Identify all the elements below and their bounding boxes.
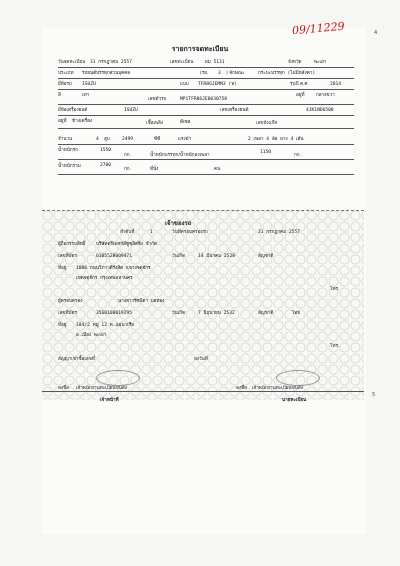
stamp-right [276, 370, 320, 386]
chassis-number: MP1TFR86JE0030758 [180, 97, 228, 102]
own-date: 31 กรกฎาคม 2557 [258, 230, 300, 235]
row-rule [58, 115, 354, 116]
power-label: แรงม้า [178, 137, 192, 142]
own-date-label: วันที่ครอบครองรถ [172, 230, 208, 235]
seq: 1 [150, 230, 153, 235]
tel1-label: โทร. [330, 287, 340, 292]
owner-address-2: เขตจตุจักร กรุงเทพมหานคร [76, 276, 133, 281]
brand: ISUZU [82, 82, 96, 87]
reg-date: 31 กรกฎาคม 2557 [90, 60, 132, 65]
plate-number: ยม 5131 [205, 60, 225, 65]
vehicle-weight: 1550 [100, 148, 112, 153]
type-label: ประเภท [58, 71, 74, 76]
kg-unit: กก. [124, 153, 132, 158]
birth2-label: วันเกิด [172, 311, 186, 316]
holder-name: นางสาวรัศมีดา บ่อทอง [118, 299, 165, 304]
chassis-label: เลขตัวรถ [148, 97, 167, 102]
code-label: (รย. [200, 71, 209, 76]
row-rule [58, 67, 354, 68]
owner-address-1: 1088 ถนนวิภาวดีรังสิต แขวงจตุจักร [76, 266, 151, 271]
loc-label: อยู่ที่ [296, 93, 305, 98]
axle-config: 2 เพลา 4 ล้อ ยาง 4 เส้น [248, 137, 304, 142]
vehicle-code: 3 [218, 71, 221, 76]
owner-birth: 14 มีนาคม 2528 [198, 254, 235, 259]
style-label: ) ลักษณะ [226, 71, 245, 76]
nat2-label: สัญชาติ [258, 311, 274, 316]
province: พะเยา [314, 60, 327, 65]
addr1-label: ที่อยู่ [58, 266, 67, 271]
row-rule [58, 89, 354, 90]
cyl-label: จำนวน [58, 137, 73, 142]
total-label: น้ำหนักรวม [58, 164, 81, 169]
row-rule [58, 128, 354, 129]
sign-label-right: ลงชื่อ [236, 386, 247, 391]
tel2-label: โทร. [330, 344, 340, 349]
engine-brand-label: ยี่ห้อเครื่องยนต์ [58, 108, 88, 113]
rent-date-label: ลงวันที่ [194, 357, 208, 362]
load-label: น้ำหนักบรรทุก/น้ำหนักลงเพลา [150, 153, 210, 158]
reg-date-label: วันจดทะเบียน [58, 60, 86, 65]
owner-label: ผู้ถือกรรมสิทธิ์ [58, 242, 86, 247]
engine-cc: 2499 [122, 137, 134, 142]
page-mark: 5 [372, 392, 376, 398]
load-weight: 1150 [260, 150, 272, 155]
officer-role-left: เจ้าพนักงานทะเบียนขนส่ง [76, 386, 127, 391]
cylinders: 4 [96, 137, 99, 142]
weight-label: น้ำหนักรถ [58, 148, 78, 153]
engine-no-label: เลขเครื่องยนต์ [220, 108, 249, 113]
id1-label: เลขที่บัตร [58, 254, 77, 259]
holder-label: ผู้ครอบครอง [58, 299, 83, 304]
row-rule [58, 159, 354, 160]
birth1-label: วันเกิด [172, 254, 186, 259]
vehicle-style: กระบะบรรทุก (ไม่มีหลังคา) [258, 71, 316, 76]
nat1-label: สัญชาติ [258, 254, 274, 259]
row-rule [58, 174, 354, 175]
holder-nationality: ไทย [292, 311, 301, 316]
row-rule [58, 78, 354, 79]
fuel: ดีเซล [180, 120, 191, 125]
document-title: รายการจดทะเบียน [171, 45, 229, 53]
tank-label: เลขถังแก๊ส [256, 121, 278, 126]
cc-unit: ซีซี [154, 137, 161, 142]
registrar-title: นายทะเบียน [282, 398, 307, 403]
engine-location: ข้างเครื่อง [72, 119, 93, 124]
fuel-label: เชื้อเพลิง [146, 121, 164, 126]
security-pattern [42, 210, 364, 400]
seat-label: ที่นั่ง [150, 167, 159, 172]
kg-unit: กก. [124, 167, 132, 172]
row-rule [58, 104, 354, 105]
holder-id: 3560100019295 [96, 311, 132, 316]
vehicle-type: รถยนต์บรรทุกส่วนบุคคล [82, 71, 131, 76]
engine-loc-label: อยู่ที่ [58, 119, 67, 124]
model-label: แบบ [180, 82, 189, 87]
kg-unit: กก. [294, 153, 302, 158]
id2-label: เลขที่บัตร [58, 311, 77, 316]
section-divider [42, 210, 364, 211]
seq-label: ลำดับที่ [120, 230, 135, 235]
holder-address-1: 184/2 หมู่ 12 ต.แม่นาเรือ [76, 323, 134, 328]
signature-rule [42, 391, 364, 392]
cyl-unit: สูบ [104, 137, 110, 142]
model: TFR86JEMN3 (ท) [198, 82, 237, 87]
model-year: 2014 [330, 82, 342, 87]
chassis-location: กลางขวา [316, 93, 335, 98]
engine-number: 4JK1ND6508 [306, 108, 334, 113]
color-label: สี [58, 93, 61, 98]
handwritten-number: 09/11229 [291, 19, 346, 38]
province-label: จังหวัด [288, 60, 302, 65]
officer-title: เจ้าหน้าที่ [100, 398, 119, 403]
officer-role-right: เจ้าพนักงานทะเบียนขนส่ง [252, 386, 303, 391]
rent-label: สัญญาเช่าซื้อเลขที่ [58, 357, 95, 362]
owner-name: บริษัทตรีเพชรอีซูซุลิสซิ่ง จำกัด [96, 242, 157, 247]
engine-brand: ISUZU [124, 108, 138, 113]
year-label: รุ่นปี ค.ศ. [290, 82, 309, 87]
addr2-label: ที่อยู่ [58, 323, 67, 328]
total-weight: 2700 [100, 163, 112, 168]
seat-unit: คน [214, 167, 221, 172]
color: เทา [82, 93, 90, 98]
brand-label: ยี่ห้อรถ [58, 82, 72, 87]
row-rule [58, 144, 354, 145]
page-number: 4 [374, 30, 378, 36]
holder-address-2: อ.เมือง พะเยา [76, 333, 107, 338]
holder-birth: 7 มิถุนายน 2532 [198, 311, 235, 316]
sign-label-left: ลงชื่อ [58, 386, 69, 391]
owner-heading: เจ้าของรถ [165, 220, 192, 227]
stamp-left [96, 370, 140, 386]
owner-id: 0105528009471 [96, 254, 132, 259]
plate-label: เลขทะเบียน [170, 60, 194, 65]
